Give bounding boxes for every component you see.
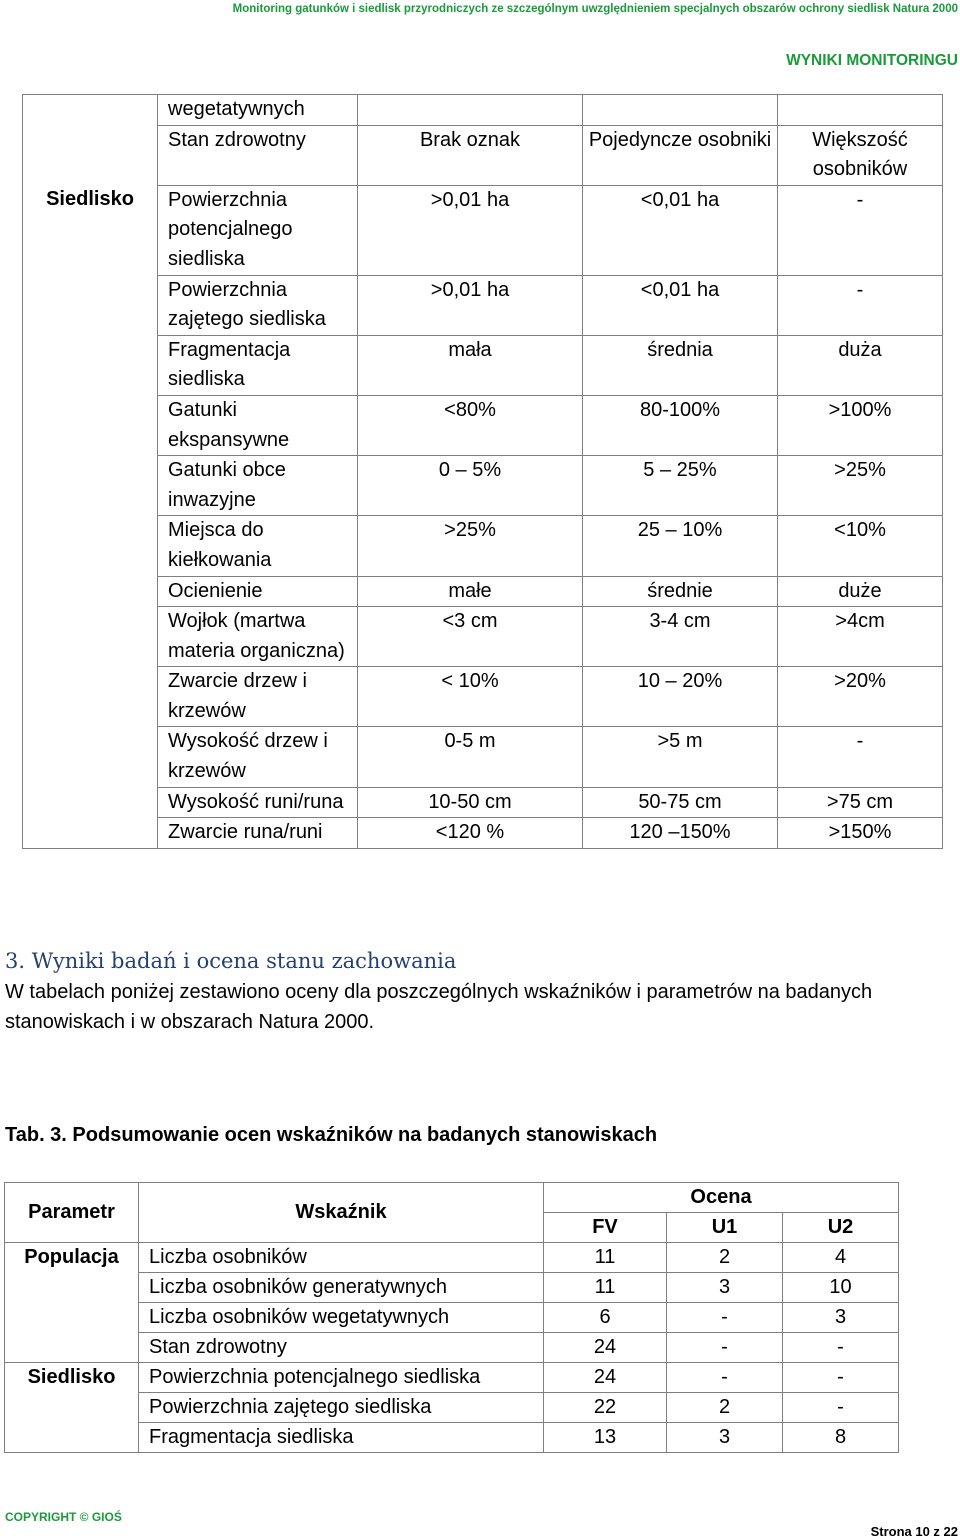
header-row: [5, 1183, 899, 1213]
value-cell: 0-5 m: [358, 727, 583, 787]
value-cell: 80-100%: [583, 395, 778, 455]
u2-cell: 3: [783, 1303, 899, 1333]
table-row: [23, 335, 943, 395]
table-row: [23, 125, 943, 185]
section-cell: [23, 125, 158, 185]
value-cell: <80%: [358, 395, 583, 455]
indicator-cell: Stan zdrowotny: [139, 1333, 544, 1363]
table-row: [23, 185, 943, 275]
u1-cell: -: [667, 1303, 783, 1333]
table-row: [23, 456, 943, 516]
value-cell: <120 %: [358, 818, 583, 849]
section-cell: [23, 516, 158, 576]
section-cell: [23, 607, 158, 667]
indicator-cell: Liczba osobników wegetatywnych: [139, 1303, 544, 1333]
indicator-cell: Powierzchnia zajętego siedliska: [139, 1393, 544, 1423]
section-cell: [23, 395, 158, 455]
value-cell: duża: [778, 335, 943, 395]
u2-cell: -: [783, 1333, 899, 1363]
section-cell: [23, 818, 158, 849]
param-cell: Wojłok (martwa materia organiczna): [158, 607, 358, 667]
section-cell: [23, 576, 158, 607]
group-cell: [5, 1393, 139, 1423]
param-cell: Miejsca do kiełkowania: [158, 516, 358, 576]
u2-cell: 10: [783, 1273, 899, 1303]
section-cell: [23, 275, 158, 335]
body-paragraph: W tabelach poniżej zestawiono oceny dla poszczególnych wskaźników i parametrów na badanych stanowiskach i w obszarach Natura 2000.: [5, 981, 873, 1033]
value-cell: małe: [358, 576, 583, 607]
param-cell: Zwarcie runa/runi: [158, 818, 358, 849]
value-cell: 5 – 25%: [583, 456, 778, 516]
value-cell: Pojedyncze osobniki: [583, 125, 778, 185]
section-cell: [23, 456, 158, 516]
value-cell: >25%: [778, 456, 943, 516]
value-cell: >20%: [778, 667, 943, 727]
value-cell: Większość osobników: [778, 125, 943, 185]
param-cell: Powierzchnia zajętego siedliska: [158, 275, 358, 335]
value-cell: 10-50 cm: [358, 787, 583, 818]
value-cell: >100%: [778, 395, 943, 455]
param-cell: Stan zdrowotny: [158, 125, 358, 185]
param-cell: Fragmentacja siedliska: [158, 335, 358, 395]
table-row: [23, 787, 943, 818]
value-cell: >0,01 ha: [358, 185, 583, 275]
u1-cell: -: [667, 1333, 783, 1363]
fv-cell: 11: [544, 1243, 667, 1273]
value-cell: >25%: [358, 516, 583, 576]
column-header-u1: U1: [667, 1213, 783, 1243]
section-cell: [23, 727, 158, 787]
u2-cell: -: [783, 1393, 899, 1423]
indicator-cell: Fragmentacja siedliska: [139, 1423, 544, 1453]
value-cell: Brak oznak: [358, 125, 583, 185]
copyright: COPYRIGHT © GIOŚ: [5, 1510, 122, 1524]
table-row: [5, 1243, 899, 1273]
param-cell: Powierzchnia potencjalnego siedliska: [158, 185, 358, 275]
section-cell: Siedlisko: [23, 185, 158, 275]
table-row: [23, 667, 943, 727]
section-cell: [23, 335, 158, 395]
value-cell: < 10%: [358, 667, 583, 727]
value-cell: >75 cm: [778, 787, 943, 818]
param-cell: Zwarcie drzew i krzewów: [158, 667, 358, 727]
section-label: WYNIKI MONITORINGU: [786, 52, 958, 69]
table-row: [5, 1273, 899, 1303]
group-cell: [5, 1273, 139, 1303]
u2-cell: 8: [783, 1423, 899, 1453]
section-cell: [23, 787, 158, 818]
value-cell: >4cm: [778, 607, 943, 667]
column-header-parametr: Parametr: [5, 1183, 139, 1243]
value-cell: >150%: [778, 818, 943, 849]
section-heading: 3. Wyniki badań i ocena stanu zachowania: [5, 949, 457, 973]
value-cell: 0 – 5%: [358, 456, 583, 516]
section-cell: [23, 667, 158, 727]
value-cell: [778, 95, 943, 126]
param-cell: Gatunki obce inwazyjne: [158, 456, 358, 516]
running-header: Monitoring gatunków i siedlisk przyrodniczych ze szczególnym uwzględnieniem specjalnych obszarów ochrony siedlisk Natura 2000: [232, 3, 958, 15]
table-row: [5, 1303, 899, 1333]
value-cell: 10 – 20%: [583, 667, 778, 727]
u2-cell: 4: [783, 1243, 899, 1273]
group-cell: [5, 1303, 139, 1333]
value-cell: <0,01 ha: [583, 275, 778, 335]
table-row: [23, 607, 943, 667]
param-cell: Ocienienie: [158, 576, 358, 607]
u2-cell: -: [783, 1363, 899, 1393]
table-row: [23, 516, 943, 576]
summary-table: [4, 1182, 899, 1453]
value-cell: średnia: [583, 335, 778, 395]
table-row: [5, 1393, 899, 1423]
param-cell: Wysokość drzew i krzewów: [158, 727, 358, 787]
table-row: [23, 395, 943, 455]
value-cell: mała: [358, 335, 583, 395]
column-header-u2: U2: [783, 1213, 899, 1243]
section-cell: [23, 95, 158, 126]
value-cell: [358, 95, 583, 126]
u1-cell: -: [667, 1363, 783, 1393]
table-row: [5, 1363, 899, 1393]
value-cell: <10%: [778, 516, 943, 576]
fv-cell: 24: [544, 1363, 667, 1393]
group-cell: [5, 1333, 139, 1363]
value-cell: >5 m: [583, 727, 778, 787]
table-row: [5, 1333, 899, 1363]
fv-cell: 11: [544, 1273, 667, 1303]
indicator-cell: Powierzchnia potencjalnego siedliska: [139, 1363, 544, 1393]
value-cell: <3 cm: [358, 607, 583, 667]
value-cell: -: [778, 185, 943, 275]
column-header-wskaznik: Wskaźnik: [139, 1183, 544, 1243]
fv-cell: 6: [544, 1303, 667, 1333]
u1-cell: 3: [667, 1423, 783, 1453]
indicator-cell: Liczba osobników generatywnych: [139, 1273, 544, 1303]
criteria-table: [22, 94, 943, 849]
fv-cell: 13: [544, 1423, 667, 1453]
param-cell: wegetatywnych: [158, 95, 358, 126]
value-cell: duże: [778, 576, 943, 607]
table-row: [23, 818, 943, 849]
table-caption: Tab. 3. Podsumowanie ocen wskaźników na badanych stanowiskach: [5, 1124, 658, 1146]
u1-cell: 3: [667, 1273, 783, 1303]
value-cell: -: [778, 275, 943, 335]
value-cell: <0,01 ha: [583, 185, 778, 275]
param-cell: Wysokość runi/runa: [158, 787, 358, 818]
table-row: [23, 576, 943, 607]
fv-cell: 24: [544, 1333, 667, 1363]
value-cell: 3-4 cm: [583, 607, 778, 667]
fv-cell: 22: [544, 1393, 667, 1423]
value-cell: [583, 95, 778, 126]
value-cell: średnie: [583, 576, 778, 607]
group-cell: [5, 1423, 139, 1453]
u1-cell: 2: [667, 1393, 783, 1423]
group-cell: Siedlisko: [5, 1363, 139, 1393]
indicator-cell: Liczba osobników: [139, 1243, 544, 1273]
value-cell: >0,01 ha: [358, 275, 583, 335]
value-cell: 25 – 10%: [583, 516, 778, 576]
value-cell: 50-75 cm: [583, 787, 778, 818]
page-number: Strona 10 z 22: [870, 1524, 958, 1539]
param-cell: Gatunki ekspansywne: [158, 395, 358, 455]
table-row: [5, 1423, 899, 1453]
table-row: [23, 275, 943, 335]
value-cell: 120 –150%: [583, 818, 778, 849]
value-cell: -: [778, 727, 943, 787]
column-header-fv: FV: [544, 1213, 667, 1243]
group-cell: Populacja: [5, 1243, 139, 1273]
table-row: [23, 95, 943, 126]
column-header-ocena: Ocena: [544, 1183, 899, 1213]
table-row: [23, 727, 943, 787]
u1-cell: 2: [667, 1243, 783, 1273]
